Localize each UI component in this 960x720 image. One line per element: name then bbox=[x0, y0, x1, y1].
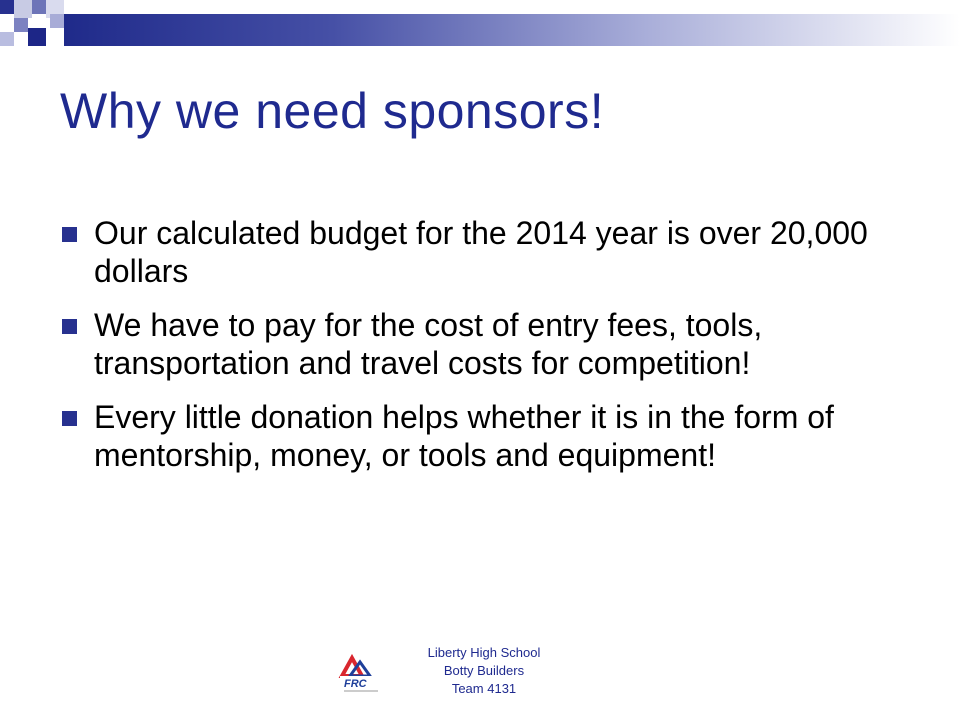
bullet-item bbox=[62, 306, 922, 382]
footer-school: Liberty High School bbox=[427, 645, 541, 660]
bullet-text: Our calculated budget for the 2014 year is over 20,000 dollars bbox=[94, 215, 868, 289]
frc-logo-icon bbox=[334, 654, 386, 694]
header-decoration-square bbox=[14, 0, 32, 18]
square-bullet-icon bbox=[62, 411, 77, 426]
footer-team-info bbox=[384, 644, 584, 698]
bullet-item bbox=[62, 398, 922, 474]
header-decoration-square bbox=[28, 28, 46, 46]
square-bullet-icon bbox=[62, 319, 77, 334]
bullet-item bbox=[62, 214, 922, 290]
square-bullet-icon bbox=[62, 227, 77, 242]
svg-text:FRC: FRC bbox=[344, 678, 367, 690]
header-decoration-square bbox=[0, 32, 14, 46]
footer-team-number: Team 4131 bbox=[451, 681, 517, 696]
header-decoration-square bbox=[32, 0, 46, 14]
footer-team-name: Botty Builders bbox=[443, 663, 525, 678]
bullet-text: We have to pay for the cost of entry fees, tools, transportation and travel costs for competition! bbox=[94, 307, 763, 381]
header-gradient-bar bbox=[64, 14, 960, 46]
bullet-list bbox=[62, 214, 922, 490]
header-decoration-square bbox=[50, 14, 64, 28]
header-decoration-square bbox=[0, 0, 14, 14]
bullet-text: Every little donation helps whether it is in the form of mentorship, money, or tools and equipment! bbox=[94, 399, 834, 473]
header-decoration-square bbox=[14, 18, 28, 32]
slide-title: Why we need sponsors! bbox=[60, 83, 605, 139]
